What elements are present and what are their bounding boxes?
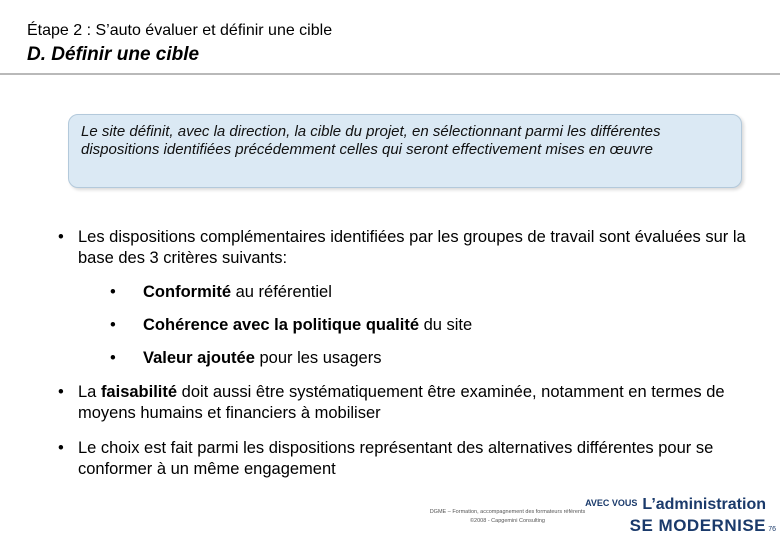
criterion-item <box>110 315 472 336</box>
criterion-bold: Valeur ajoutée <box>143 349 255 367</box>
criterion-bold: Cohérence avec la politique qualité <box>143 316 419 334</box>
bullet-dot: • <box>58 439 64 457</box>
bullet-feasibility <box>58 382 748 424</box>
bullet-dot: • <box>110 283 116 301</box>
bullet-dot: • <box>58 228 64 246</box>
bullet-text-pre: La <box>78 383 101 401</box>
logo-avec-vous: AVEC VOUS <box>585 498 638 508</box>
footer-line: DGME – Formation, accompagnement des formateurs référents <box>429 509 586 515</box>
logo-se-modernise: SE MODERNISE <box>629 516 766 535</box>
bullet-dot: • <box>110 349 116 367</box>
callout-box <box>68 114 742 188</box>
bullet-dot: • <box>58 383 64 401</box>
slide-title: D. Définir une cible <box>27 44 200 65</box>
criterion-text <box>143 315 472 336</box>
bullet-text: Les dispositions complémentaires identifiées par les groupes de travail sont évaluées sur la base des 3 critères suivants: <box>78 228 746 267</box>
bullet-choice <box>58 438 748 480</box>
bullet-text <box>78 382 748 424</box>
bullet-text: Le choix est fait parmi les dispositions représentant des alternatives différentes pour se conformer à un même engagement <box>78 439 714 478</box>
criterion-bold: Conformité <box>143 283 231 301</box>
header-divider <box>0 73 780 75</box>
callout-text: Le site définit, avec la direction, la cible du projet, en sélectionnant parmi les différentes dispositions identifiées précédemment celles qui seront effectivement mises en œuvre <box>81 123 661 158</box>
brand-logo <box>585 494 778 538</box>
criterion-rest: du site <box>419 316 473 334</box>
footer-line: ©2008 - Capgemini Consulting <box>470 518 545 524</box>
bullet-criteria <box>58 227 748 269</box>
criterion-rest: au référentiel <box>231 283 332 301</box>
slide-subtitle: Étape 2 : S’auto évaluer et définir une cible <box>27 22 333 39</box>
criterion-rest: pour les usagers <box>254 349 382 367</box>
logo-top-line <box>585 496 766 514</box>
bullet-text-rest: doit aussi être systématiquement être examinée, notamment en termes de moyens humains et financiers à mobiliser <box>78 383 725 422</box>
logo-administration: L’administration <box>642 496 766 513</box>
criterion-item <box>110 282 332 303</box>
footer-credits <box>400 508 615 526</box>
bullet-dot: • <box>110 316 116 334</box>
criterion-item <box>110 348 381 369</box>
bullet-text-bold: faisabilité <box>100 383 178 401</box>
criterion-text <box>143 348 381 369</box>
criterion-text <box>143 282 332 303</box>
page-number: 76 <box>768 526 776 533</box>
